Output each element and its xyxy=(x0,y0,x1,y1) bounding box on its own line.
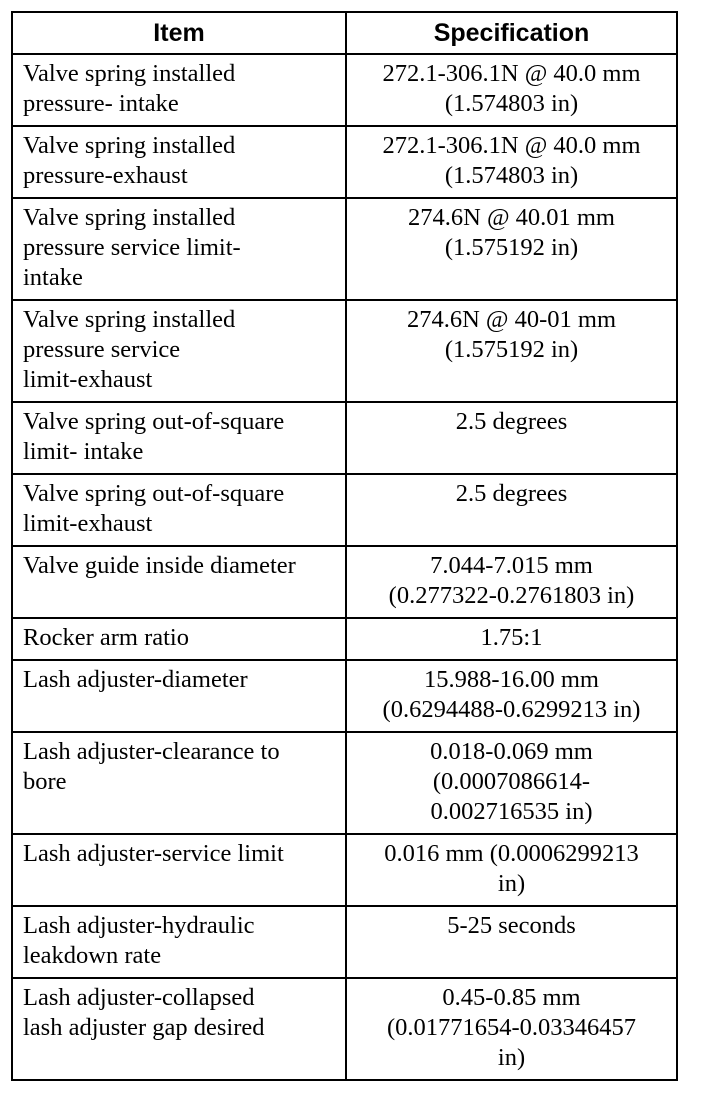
table-row xyxy=(12,660,677,732)
specification-text-line: (0.6294488-0.6299213 in) xyxy=(382,696,641,723)
item-text-line: bore xyxy=(23,768,67,795)
table-row xyxy=(12,732,677,834)
specification-cell xyxy=(346,126,677,198)
specification-cell xyxy=(346,660,677,732)
specification-text-line: (0.0007086614- xyxy=(432,768,591,795)
item-text-line: pressure service xyxy=(23,336,181,363)
item-cell xyxy=(12,732,346,834)
item-cell xyxy=(12,978,346,1080)
table-row xyxy=(12,198,677,300)
table-row xyxy=(12,300,677,402)
specification-text-line: 7.044-7.015 mm xyxy=(430,552,593,579)
item-text-line: Rocker arm ratio xyxy=(23,624,189,651)
item-text-line: Lash adjuster-collapsed xyxy=(23,984,255,1011)
specification-cell xyxy=(346,300,677,402)
item-text-line: lash adjuster gap desired xyxy=(23,1014,265,1041)
specification-text-line: (1.574803 in) xyxy=(444,90,579,117)
table-row xyxy=(12,126,677,198)
table-row xyxy=(12,618,677,660)
item-text-line: limit-exhaust xyxy=(23,510,153,537)
table-row xyxy=(12,54,677,126)
specification-cell xyxy=(346,978,677,1080)
specification-text-line: 0.016 mm (0.0006299213 xyxy=(384,840,639,867)
table-body xyxy=(12,54,677,1080)
specification-text-line: (0.277322-0.2761803 in) xyxy=(388,582,635,609)
item-text-line: pressure service limit- xyxy=(23,234,241,261)
item-text-line: Valve spring installed xyxy=(23,306,236,333)
specification-text-line: (0.01771654-0.03346457 xyxy=(386,1014,637,1041)
specification-text-line: 272.1-306.1N @ 40.0 mm xyxy=(382,132,641,159)
item-cell xyxy=(12,402,346,474)
specification-cell xyxy=(346,906,677,978)
specification-cell xyxy=(346,618,677,660)
item-text-line: limit-exhaust xyxy=(23,366,153,393)
header-row xyxy=(12,12,677,54)
item-text-line: Valve spring out-of-square xyxy=(23,480,285,507)
specification-text-line: 272.1-306.1N @ 40.0 mm xyxy=(382,60,641,87)
item-cell xyxy=(12,546,346,618)
table-row xyxy=(12,906,677,978)
specification-table xyxy=(11,11,678,1081)
item-text-line: Valve spring installed xyxy=(23,132,236,159)
specification-text-line: 5-25 seconds xyxy=(447,912,576,939)
specification-text-line: 274.6N @ 40.01 mm xyxy=(408,204,615,231)
item-cell xyxy=(12,300,346,402)
item-text-line: leakdown rate xyxy=(23,942,162,969)
table-row xyxy=(12,402,677,474)
item-cell xyxy=(12,618,346,660)
item-text-line: Valve spring installed xyxy=(23,60,236,87)
item-text-line: Lash adjuster-clearance to xyxy=(23,738,280,765)
specification-text-line: (1.575192 in) xyxy=(444,336,579,363)
specification-text-line: (1.575192 in) xyxy=(444,234,579,261)
item-text-line: Lash adjuster-hydraulic xyxy=(23,912,255,939)
specification-cell xyxy=(346,198,677,300)
table-row xyxy=(12,474,677,546)
specification-cell xyxy=(346,732,677,834)
item-text-line: intake xyxy=(23,264,83,291)
item-text-line: Lash adjuster-service limit xyxy=(23,840,284,867)
specification-text-line: (1.574803 in) xyxy=(444,162,579,189)
item-text-line: Valve spring out-of-square xyxy=(23,408,285,435)
specification-text-line: in) xyxy=(497,1044,526,1071)
item-cell xyxy=(12,54,346,126)
specification-text-line: 15.988-16.00 mm xyxy=(424,666,599,693)
item-cell xyxy=(12,198,346,300)
specification-text-line: 274.6N @ 40-01 mm xyxy=(406,306,617,333)
table-row xyxy=(12,834,677,906)
item-column-header: Item xyxy=(12,12,346,54)
item-cell xyxy=(12,834,346,906)
item-cell xyxy=(12,126,346,198)
specification-text-line: 2.5 degrees xyxy=(455,480,568,507)
specification-text-line: in) xyxy=(497,870,526,897)
item-text-line: Valve spring installed xyxy=(23,204,236,231)
specification-cell xyxy=(346,546,677,618)
specification-text-line: 1.75:1 xyxy=(480,624,543,651)
item-text-line: limit- intake xyxy=(23,438,144,465)
specification-cell xyxy=(346,834,677,906)
item-text-line: pressure- intake xyxy=(23,90,179,117)
table-row xyxy=(12,546,677,618)
specification-cell xyxy=(346,402,677,474)
specification-text-line: 0.002716535 in) xyxy=(430,798,593,825)
specification-text-line: 0.018-0.069 mm xyxy=(430,738,593,765)
table-header xyxy=(12,12,677,54)
item-text-line: Valve guide inside diameter xyxy=(23,552,296,579)
table-row xyxy=(12,978,677,1080)
item-cell xyxy=(12,660,346,732)
specification-cell xyxy=(346,54,677,126)
specification-cell xyxy=(346,474,677,546)
specification-text-line: 2.5 degrees xyxy=(455,408,568,435)
item-cell xyxy=(12,906,346,978)
item-text-line: pressure-exhaust xyxy=(23,162,188,189)
specification-text-line: 0.45-0.85 mm xyxy=(442,984,581,1011)
item-text-line: Lash adjuster-diameter xyxy=(23,666,248,693)
specification-column-header: Specification xyxy=(346,12,677,54)
item-cell xyxy=(12,474,346,546)
